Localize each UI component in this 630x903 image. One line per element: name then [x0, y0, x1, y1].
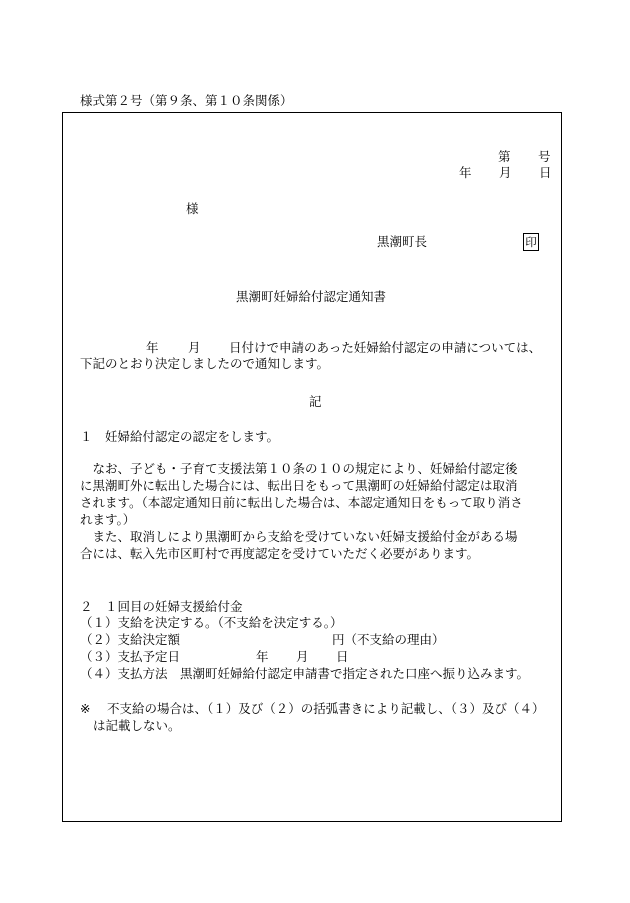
date-year-label: 年	[459, 165, 472, 180]
section2-item3-label: （３）支払予定日	[80, 649, 181, 664]
seal-box: 印	[523, 233, 539, 251]
section1-heading: １ 妊婦給付認定の認定をします。	[80, 429, 280, 444]
issuer-name: 黒潮町長	[377, 234, 428, 249]
intro-year: 年	[146, 340, 159, 355]
number-go-label: 号	[538, 149, 551, 164]
form-header: 様式第２号（第９条、第１０条関係）	[80, 93, 293, 108]
intro-line2: 下記のとおり決定しましたので通知します。	[80, 356, 330, 371]
section2-item2-label: （２）支給決定額	[80, 632, 181, 647]
section2-item2-value: 円（不支給の理由）	[332, 632, 445, 647]
intro-line1-rest: 日付けで申請のあった妊婦給付認定の申請については、	[229, 340, 542, 355]
date-month-label: 月	[499, 165, 512, 180]
note-mark: ※	[80, 701, 91, 716]
section1-para2-line1: また、取消しにより黒潮町から支給を受けていない妊婦支援給付金がある場	[80, 529, 518, 544]
intro-month: 月	[188, 340, 201, 355]
section1-para1-line3: されます。（本認定通知日前に転出した場合は、本認定通知日をもって取り消さ	[80, 495, 523, 510]
addressee-suffix: 様	[186, 201, 199, 216]
section2-item1: （１）支給を決定する。（不支給を決定する。）	[80, 615, 343, 630]
section1-para1-line1: なお、子ども・子育て支援法第１０条の１０の規定により、妊婦給付認定後	[80, 461, 518, 476]
number-dai-label: 第	[498, 149, 511, 164]
section1-para2-line2: 合には、転入先市区町村で再度認定を受けていただく必要があります。	[80, 546, 480, 561]
document-title: 黒潮町妊婦給付認定通知書	[236, 289, 387, 304]
date-day-label: 日	[539, 165, 552, 180]
section2-item3-month: 月	[296, 649, 309, 664]
ki-label: 記	[309, 394, 322, 409]
note-line1: 不支給の場合は、（１）及び（２）の括弧書きにより記載し、（３）及び（４）	[107, 701, 545, 716]
section2-heading: ２ １回目の妊婦支援給付金	[80, 599, 243, 614]
section1-para1-line4: れます。）	[80, 512, 136, 527]
section2-item4: （４）支払方法 黒潮町妊婦給付認定申請書で指定された口座へ振り込みます。	[80, 666, 530, 681]
section2-item3-year: 年	[256, 649, 269, 664]
section2-item3-day: 日	[336, 649, 349, 664]
note-line2: は記載しない。	[93, 718, 181, 733]
section1-para1-line2: に黒潮町外に転出した場合には、転出日をもって黒潮町の妊婦給付認定は取消	[80, 478, 518, 493]
seal-mark	[523, 233, 539, 251]
